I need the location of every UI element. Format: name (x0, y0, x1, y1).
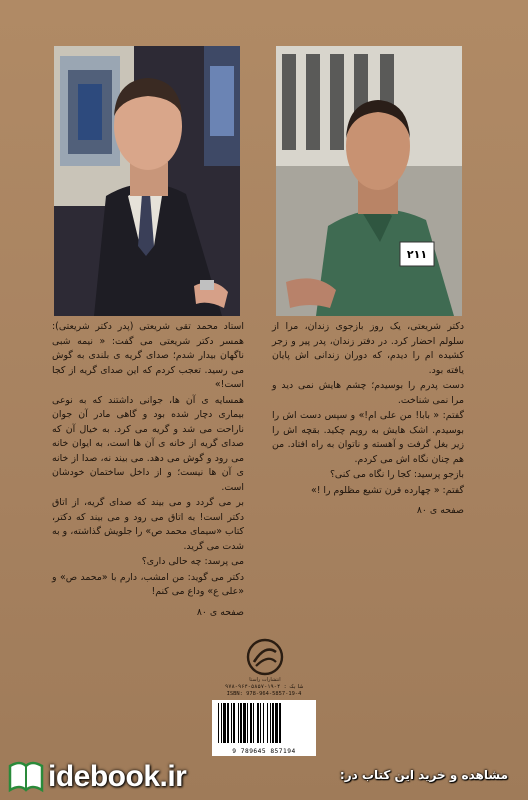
left-page-reference: صفحه ی ۸۰ (196, 606, 244, 618)
left-text-column (52, 320, 244, 621)
publisher-emblem-icon (246, 638, 284, 676)
barcode (212, 700, 316, 756)
photo-man-in-suit (54, 46, 240, 316)
right-paragraph-3: گفتم: « بابا! من علی ام!» و سپس دست اش را بوسیدم. اشک هایش به رویم چکید. بقچه اش را زیر بغل گرفت و آهسته و ناتوان به راه افتاد. من هم چنان نگاه اش می کردم. (272, 410, 464, 465)
portrait-prisoner-image (276, 46, 462, 316)
isbn-latin: ISBN: 978-964-5857-19-4 (226, 691, 302, 697)
isbn-block (212, 684, 316, 756)
prisoner-number-tag: ۲۱۱ (406, 248, 428, 261)
right-page-reference: صفحه ی ۸۰ (416, 505, 464, 516)
barcode-number: 9 789645 857194 (232, 748, 296, 755)
left-paragraph-4: می پرسد: چه حالی داری؟ (141, 556, 244, 567)
watermark-caption: مشاهده و خرید این کتاب در: (339, 768, 508, 782)
right-paragraph-2: دست پدرم را بوسیدم؛ چشم هایش نمی دید و مرا نمی شناخت. (272, 380, 464, 406)
book-icon (6, 758, 46, 794)
right-paragraph-5: گفتم: « چهارده قرن تشیع مظلوم را !» (310, 484, 464, 496)
left-paragraph-2: همسایه ی آن ها، جوانی داشتند که به نوعی بیماری دچار شده بود و گاهی مادر آن جوان ناراحت می شد و گریه می کرد. به خیال آن که صدای گریه از خانه ی آن ها است، به ایوان خانه می رود و گوش می دهد. می بیند نه، صدا از خانه ی آن ها نیست؛ و از داخل ساختمان خودشان است. (52, 394, 244, 493)
portrait-suit-image (54, 46, 240, 316)
right-text-column (272, 320, 464, 520)
left-paragraph-1: استاد محمد تقی شریعتی (پدر دکتر شریعتی): همسر دکتر شریعتی می گفت: « نیمه شبی ناگهان بیدار شدم؛ صدای گریه ی بلندی به گوش می رسید. تعجب کردم که این صدای گریه از کجا است!» (52, 321, 244, 390)
publisher-logo (228, 638, 302, 683)
right-paragraph-4: بازجو پرسید: کجا را نگاه می کنی؟ (329, 469, 464, 480)
barcode-bars-icon (212, 700, 316, 746)
right-paragraph-1: دکتر شریعتی، یک روز بازجوی زندان، مرا از سلولم احضار کرد. در دفتر زندان، پدر پیر و زجر کشیده ام را دیدم، که دوران زندانی اش پایان یافته بود. (272, 321, 464, 376)
watermark-banner (0, 752, 528, 800)
publisher-name: انتشارات راستا (249, 677, 281, 683)
left-paragraph-3: بر می گردد و می بیند که صدای گریه، از اتاق دکتر است! به اتاق می رود و می بیند که دکتر، کتاب «سیمای محمد ص» را جلویش گذاشته، و به شدت می گرید. (52, 497, 244, 552)
watermark-logo: idebook.ir (48, 760, 187, 793)
isbn-persian: شابک : ۴-۱۹-۵۸۵۷-۹۶۴-۹۷۸ (225, 684, 303, 690)
photo-prisoner (276, 46, 462, 316)
left-paragraph-5: دکتر می گوید: من امشب، دارم با «محمد ص» و «علی ع» وداع می کنم! (52, 571, 244, 597)
